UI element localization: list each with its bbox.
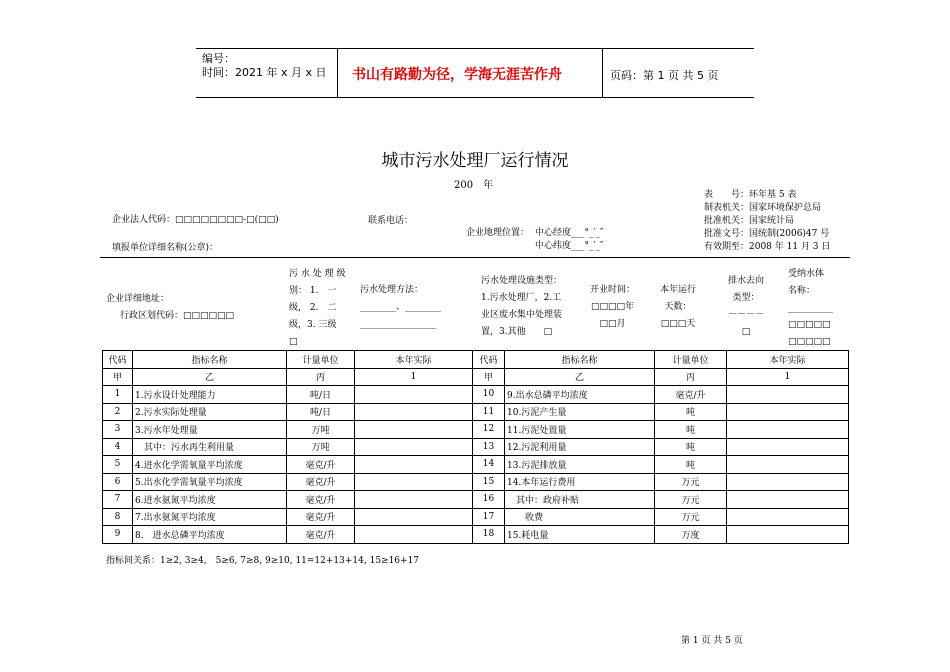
table-cell[interactable] xyxy=(727,438,849,456)
code-label: 编号： xyxy=(202,52,235,65)
table-cell: 本年实际 xyxy=(727,351,849,369)
table-cell: 11.污泥处置量 xyxy=(505,421,655,439)
table-row xyxy=(103,508,849,526)
facility-text: 置，3.其他 □ xyxy=(481,327,553,337)
table-cell: 1.污水设计处理能力 xyxy=(133,386,287,404)
table-cell: 万元 xyxy=(655,491,727,509)
water-text: □□□□□ xyxy=(788,337,831,347)
table-cell[interactable] xyxy=(355,403,473,421)
table-cell: 毫克/升 xyxy=(287,473,355,491)
table-cell: 13.污泥排放量 xyxy=(505,456,655,474)
meta-line: 有效期至：2008 年 11 月 3 日 xyxy=(704,242,831,252)
days-text: 本年运行 xyxy=(660,285,697,295)
rule xyxy=(100,257,850,258)
days-text: 天数： xyxy=(664,302,692,312)
water-text: 受纳水体 xyxy=(788,269,825,279)
table-cell: 指标名称 xyxy=(505,351,655,369)
level-text: 级，3. 三级 xyxy=(289,320,337,330)
meta-line: 表 号：环年基 5 表 xyxy=(704,190,797,200)
table-cell[interactable] xyxy=(727,386,849,404)
table-subheader xyxy=(103,368,849,386)
receiving-water[interactable] xyxy=(788,266,833,351)
open-text: □□月 xyxy=(599,319,626,329)
run-days[interactable] xyxy=(660,282,696,333)
table-cell: 7.出水氨氮平均浓度 xyxy=(133,508,287,526)
table-cell: 18 xyxy=(473,526,505,544)
table-cell: 指标名称 xyxy=(133,351,287,369)
table-cell: 13 xyxy=(473,438,505,456)
table-cell: 17 xyxy=(473,508,505,526)
days-text: □□□天 xyxy=(660,319,696,329)
table-cell: 5.出水化学需氧量平均浓度 xyxy=(133,473,287,491)
table-cell: 8 xyxy=(103,508,133,526)
form-meta xyxy=(704,189,830,254)
table-cell: 代码 xyxy=(103,351,133,369)
table-cell: 毫克/升 xyxy=(287,526,355,544)
treatment-level[interactable] xyxy=(289,266,345,351)
table-cell: 万度 xyxy=(655,526,727,544)
indicator-table xyxy=(102,350,849,544)
table-cell: 吨 xyxy=(655,403,727,421)
table-cell: 毫克/升 xyxy=(287,456,355,474)
table-cell: 9.出水总磷平均浓度 xyxy=(505,386,655,404)
table-cell: 7 xyxy=(103,491,133,509)
treatment-method[interactable] xyxy=(360,282,441,333)
table-cell: 万元 xyxy=(655,473,727,491)
table-header xyxy=(103,351,849,369)
address-field[interactable]: 企业详细地址： xyxy=(106,294,170,304)
table-cell[interactable] xyxy=(355,438,473,456)
table-cell: 万吨 xyxy=(287,438,355,456)
table-cell: 计量单位 xyxy=(287,351,355,369)
table-cell: 本年实际 xyxy=(355,351,473,369)
latitude-field[interactable]: 中心纬度___°_′_″ xyxy=(535,241,604,251)
legal-code-field[interactable]: 企业法人代码：□□□□□□□□-□(□□) xyxy=(112,215,279,225)
divider xyxy=(337,49,338,97)
table-cell[interactable] xyxy=(727,526,849,544)
table-cell[interactable] xyxy=(355,386,473,404)
table-cell: 吨/日 xyxy=(287,386,355,404)
header-meta xyxy=(202,52,327,80)
table-cell[interactable] xyxy=(727,508,849,526)
page-code: 页码：第 1 页 共 5 页 xyxy=(610,69,719,82)
table-cell: 15.耗电量 xyxy=(505,526,655,544)
meta-line: 制表机关：国家环境保护总局 xyxy=(704,203,822,213)
table-cell: 计量单位 xyxy=(655,351,727,369)
table-cell: 10 xyxy=(473,386,505,404)
method-blank: _________________ xyxy=(360,319,437,329)
report-year: 200 年 xyxy=(454,180,494,191)
discharge-type[interactable] xyxy=(728,273,764,341)
table-cell: 12.污泥利用量 xyxy=(505,438,655,456)
table-cell: 5 xyxy=(103,456,133,474)
level-text: 别： 1. 一 xyxy=(289,286,337,296)
table-cell: 甲 xyxy=(103,368,133,386)
relations-note: 指标间关系：1≥2, 3≥4, 5≥6, 7≥8, 9≥10, 11=12+13+14, 15≥16+17 xyxy=(106,556,420,566)
table-cell: 吨 xyxy=(655,456,727,474)
table-cell: 11 xyxy=(473,403,505,421)
header-box xyxy=(196,48,754,98)
table-row xyxy=(103,421,849,439)
table-row xyxy=(103,403,849,421)
table-cell[interactable] xyxy=(355,456,473,474)
table-cell: 4.进水化学需氧量平均浓度 xyxy=(133,456,287,474)
table-cell: 毫克/升 xyxy=(655,386,727,404)
table-cell[interactable] xyxy=(727,491,849,509)
longitude-field[interactable]: 中心经度___°_′_″ xyxy=(535,228,604,238)
level-text: □ xyxy=(289,337,298,347)
table-cell[interactable] xyxy=(355,473,473,491)
table-cell: 14 xyxy=(473,456,505,474)
open-text: 开业时间： xyxy=(590,285,636,295)
facility-text: 1.污水处理厂，2.工 xyxy=(481,293,562,303)
water-text: □□□□□ xyxy=(788,320,831,330)
table-cell: 丙 xyxy=(287,368,355,386)
table-cell: 16 xyxy=(473,491,505,509)
method-blank: ________、________ xyxy=(360,302,442,312)
table-cell: 14.本年运行费用 xyxy=(505,473,655,491)
dest-text: 类型： xyxy=(732,293,760,303)
table-cell: 6.进水氨氮平均浓度 xyxy=(133,491,287,509)
table-row xyxy=(103,456,849,474)
table-cell: 吨 xyxy=(655,421,727,439)
table-row xyxy=(103,473,849,491)
table-cell: 吨/日 xyxy=(287,403,355,421)
open-text: □□□□年 xyxy=(591,302,635,312)
table-cell: 6 xyxy=(103,473,133,491)
table-cell: 2 xyxy=(103,403,133,421)
facility-type[interactable] xyxy=(481,273,562,341)
table-cell: 丙 xyxy=(655,368,727,386)
table-cell: 毫克/升 xyxy=(287,508,355,526)
water-text: __________ xyxy=(788,303,833,313)
level-text: 级， 2. 二 xyxy=(289,303,337,313)
table-cell[interactable] xyxy=(727,421,849,439)
water-text: 名称： xyxy=(788,286,816,296)
facility-text: 业区废水集中处理装 xyxy=(481,310,563,320)
table-cell: 12 xyxy=(473,421,505,439)
dest-text: □ xyxy=(741,327,751,337)
table-row xyxy=(103,526,849,544)
table-cell: 3.污水年处理量 xyxy=(133,421,287,439)
dest-text: －－－－ xyxy=(728,310,765,320)
time-label: 时间：2021 年 x 月 x 日 xyxy=(202,66,327,79)
method-label: 污水处理方法： xyxy=(360,285,424,295)
table-row xyxy=(103,438,849,456)
page-footer: 第 1 页 共 5 页 xyxy=(681,636,743,646)
table-cell: 1 xyxy=(355,368,473,386)
table-cell[interactable] xyxy=(727,473,849,491)
open-time[interactable] xyxy=(590,282,635,333)
table-cell[interactable] xyxy=(355,526,473,544)
meta-line: 批准机关：国家统计局 xyxy=(704,216,795,226)
table-cell: 毫克/升 xyxy=(287,491,355,509)
table-cell: 乙 xyxy=(133,368,287,386)
table-cell: 代码 xyxy=(473,351,505,369)
table-cell: 其中：污水再生利用量 xyxy=(133,438,287,456)
table-cell: 10.污泥产生量 xyxy=(505,403,655,421)
motto: 书山有路勤为径，学海无涯苦作舟 xyxy=(352,67,562,83)
table-cell[interactable] xyxy=(727,403,849,421)
table-cell: 万元 xyxy=(655,508,727,526)
divider xyxy=(602,49,603,97)
district-field[interactable]: 行政区划代码：□□□□□□ xyxy=(120,311,235,321)
facility-text: 污水处理设施类型： xyxy=(481,276,563,286)
table-cell: 4 xyxy=(103,438,133,456)
table-cell: 收费 xyxy=(505,508,655,526)
table-cell: 2.污水实际处理量 xyxy=(133,403,287,421)
table-cell: 1 xyxy=(727,368,849,386)
geo-label: 企业地理位置： xyxy=(466,228,530,238)
level-text: 污 水 处 理 级 xyxy=(289,269,346,279)
table-cell: 9 xyxy=(103,526,133,544)
table-cell[interactable] xyxy=(355,421,473,439)
table-cell: 甲 xyxy=(473,368,505,386)
table-row xyxy=(103,491,849,509)
unit-name-field[interactable]: 填报单位详细名称(公章)： xyxy=(112,243,219,253)
dest-text: 排水去向 xyxy=(728,276,765,286)
page-title: 城市污水处理厂运行情况 xyxy=(381,151,569,171)
table-cell[interactable] xyxy=(355,491,473,509)
table-cell: 其中：政府补贴 xyxy=(505,491,655,509)
table-cell[interactable] xyxy=(355,508,473,526)
table-cell: 1 xyxy=(103,386,133,404)
phone-field[interactable]: 联系电话： xyxy=(368,216,414,226)
table-row xyxy=(103,386,849,404)
table-cell: 15 xyxy=(473,473,505,491)
table-cell: 8. 进水总磷平均浓度 xyxy=(133,526,287,544)
meta-line: 批准文号：国统制(2006)47 号 xyxy=(704,229,830,239)
table-cell: 3 xyxy=(103,421,133,439)
table-cell: 乙 xyxy=(505,368,655,386)
table-cell: 万吨 xyxy=(287,421,355,439)
table-cell: 吨 xyxy=(655,438,727,456)
table-cell[interactable] xyxy=(727,456,849,474)
